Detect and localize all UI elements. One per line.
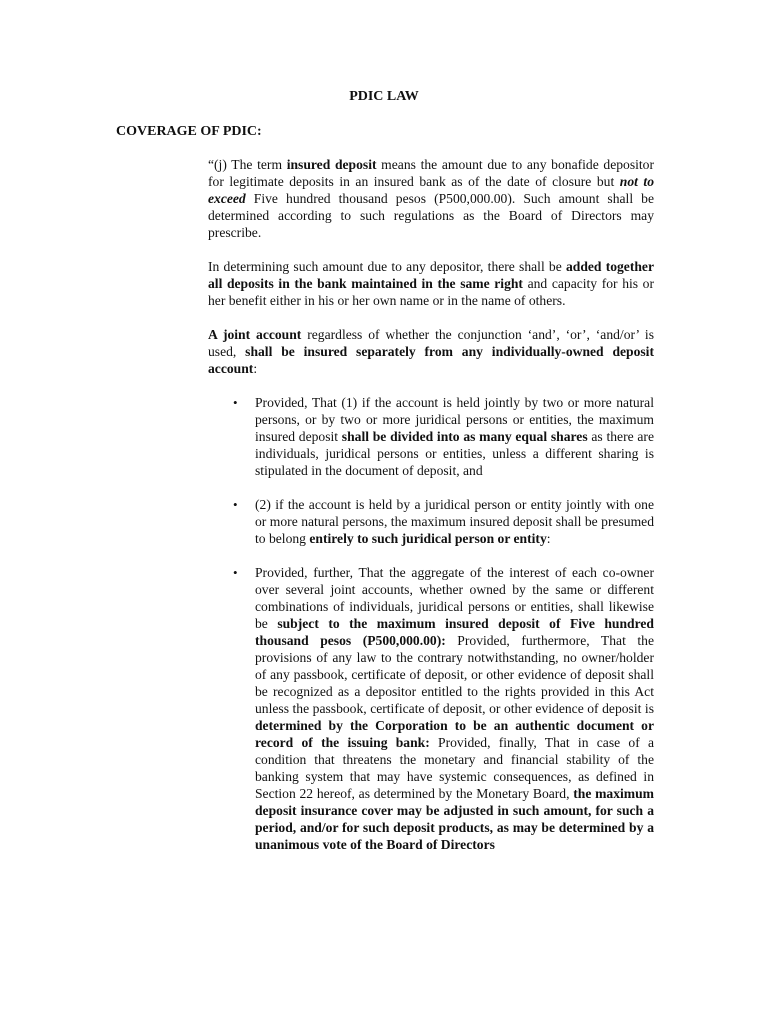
list-item <box>208 564 654 853</box>
insured-deposit-definition <box>208 156 654 241</box>
bold-italic-term: not to exceed <box>208 174 654 206</box>
bullet-icon: • <box>233 565 238 580</box>
bold-term: A joint account <box>208 327 302 342</box>
bold-term: entirely to such juridical person or entity <box>309 531 547 546</box>
page-title: PDIC LAW <box>349 89 419 104</box>
text-run: means the amount due to any bonafide depositor for legitimate deposits in an insured bank as of the date of closure but <box>208 157 655 189</box>
text-run: Provided, further, That the aggregate of the interest of each co-owner over several joint accounts, whether owned by the same or different combinations of individuals, juridical persons or entities, shall likewise be <box>255 565 654 631</box>
bold-term: insured deposit <box>286 157 377 172</box>
text-run: In determining such amount due to any depositor, there shall be <box>208 259 566 274</box>
deposit-aggregation-paragraph <box>208 258 654 309</box>
text-run: Five hundred thousand pesos (P500,000.00). Such amount shall be determined according to such regulations as the Board of Directors may prescribe. <box>208 191 654 240</box>
text-run: and capacity for his or her benefit either in his or her own name or in the name of others. <box>208 276 654 308</box>
bold-term: shall be insured separately from any individually-owned deposit account <box>208 344 654 376</box>
section-heading: COVERAGE OF PDIC: <box>116 124 262 139</box>
bold-term: added together all deposits in the bank maintained in the same right <box>208 259 654 291</box>
list-item <box>208 496 654 547</box>
text-run: : <box>253 361 258 376</box>
bold-term: the maximum deposit insurance cover may be adjusted in such amount, for such a period, and/or for such deposit products, as may be determined by a unanimous vote of the Board of Directors <box>255 786 654 852</box>
text-run: Provided, That (1) if the account is held jointly by two or more natural persons, or by two or more juridical persons or entities, the maximum insured deposit <box>255 395 654 444</box>
text-run: : <box>546 531 551 546</box>
text-run: as there are individuals, juridical persons or entities, unless a different sharing is stipulated in the document of deposit, and <box>255 429 654 478</box>
bullet-icon: • <box>233 497 238 512</box>
list-item <box>208 394 654 479</box>
bullet-icon: • <box>233 395 238 410</box>
text-run: Provided, finally, That in case of a condition that threatens the monetary and financial stability of the banking system that may have systemic consequences, as defined in Section 22 hereof, as determined by the Monetary Board, <box>255 735 655 801</box>
bold-term: subject to the maximum insured deposit of Five hundred thousand pesos (P500,000.00): <box>255 616 654 648</box>
text-run: (2) if the account is held by a juridical person or entity jointly with one or more natural persons, the maximum insured deposit shall be presumed to belong <box>255 497 654 546</box>
text-run: regardless of whether the conjunction ‘and’, ‘or’, ‘and/or’ is used, <box>208 327 655 359</box>
text-run: Provided, furthermore, That the provisions of any law to the contrary notwithstanding, no owner/holder of any passbook, certificate of deposit, or other evidence of deposit shall be recognized as a depositor entitled to the rights provided in this Act unless the passbook, certificate of deposit, or other evidence of deposit is <box>255 633 654 716</box>
bold-term: shall be divided into as many equal shares <box>341 429 588 444</box>
joint-account-paragraph <box>208 326 654 377</box>
bold-term: determined by the Corporation to be an authentic document or record of the issuing bank: <box>255 718 654 750</box>
provisions-list <box>208 394 654 853</box>
document-body <box>208 156 654 870</box>
text-run: “(j) The term <box>208 157 287 172</box>
